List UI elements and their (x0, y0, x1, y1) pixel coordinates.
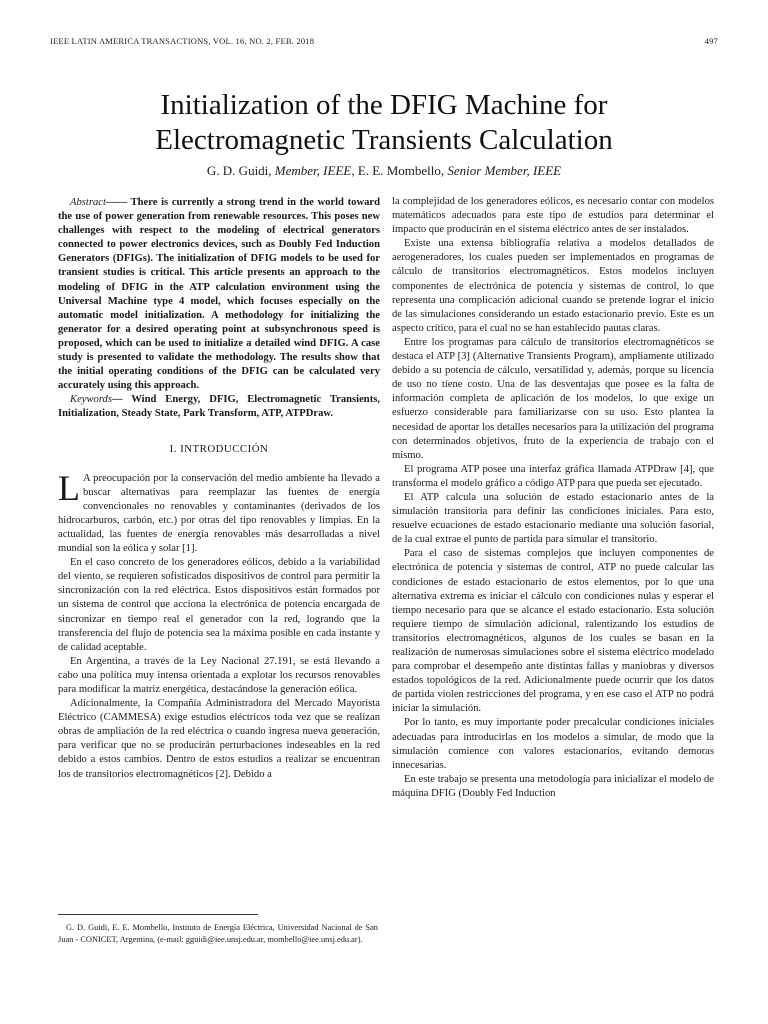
author-separator: , E. E. Mombello, (351, 163, 448, 178)
right-paragraph-7: Por lo tanto, es muy importante poder precalcular condiciones iniciales adecuadas para introducirlas en los modelos a simular, de modo que la simulación comience con valores estacionarios, evitando demoras innecesarias. (392, 717, 714, 771)
abstract-text: There is currently a strong trend in the world toward the use of power generation from renewable resources. This poses new challenges with respect to the modeling of electrical generators connected to power electronics devices, such as Doubly Fed Induction Generators (DFIGs). The initialization of DFIG models to be used for transient studies is critical. This article presents an approach to the modeling of DFIG in the ATP calculation environment using the Universal Machine type 4 model, which focuses especially on the automatic model initialization. A methodology for initializing the generator for a desired operating point at subsynchronous speed is proposed, which can be used to initialize a detailed wind DFIG. A case study is presented to validate the methodology. The results show that the initial operating conditions of the DFIG can be calculated very accurately using this approach. (58, 197, 380, 392)
author-1-name: G. D. Guidi, (206, 163, 275, 178)
running-header (50, 36, 718, 50)
intro-paragraph-3: En Argentina, a través de la Ley Nacional 27.191, se está llevando a cabo una política muy intensa orientada a explotar los recursos renovables para modificar la matriz energética, destacándose la generación eólica. (58, 655, 380, 695)
keywords-text: Wind Energy, DFIG, Electromagnetic Transients, Initialization, Steady State, Park Transform, ATP, ATPDraw. (58, 394, 380, 420)
title-line-2: Electromagnetic Transients Calculation (155, 124, 613, 156)
author-1-role: Member, IEEE (274, 163, 352, 178)
abstract-dash: —— (105, 197, 128, 208)
journal-info: IEEE LATIN AMERICA TRANSACTIONS, VOL. 16, NO. 2, FEB. 2018 (50, 36, 315, 46)
keywords (58, 393, 380, 421)
right-paragraph-6: Para el caso de sistemas complejos que incluyen componentes de electrónica de potencia y sistemas de control, ATP no puede calcular las condiciones de estado estacionario de estos elementos, por lo que una alternativa extrema es iniciar el cálculo con condiciones nulas y esperar el tiempo necesario para que se alcance el estado estacionario. Esta solución requiere tiempo de simulación adicional, ralentizando los estudios de transitorios electromagnéticos, algunos de los cuales se basan en la realización de numerosas simulaciones sobre el sistema eléctrico modelado para comprobar el desempeño ante distintas fallas y maniobras y diversos estados topológicos de la red. Adicionalmente puede ocurrir que los datos de partida violen restricciones del programa, y en ese caso el ATP no podrá iniciar la simulación. (392, 548, 714, 715)
right-column (392, 195, 714, 801)
right-paragraph-2: Existe una extensa bibliografía relativa a modelos detallados de aerogeneradores, los cuales pueden ser implementados en programas de cálculo de transitorios electromagnéticos. Estos modelos incluyen componentes de electrónica de potencia y sistemas de control, lo que representa una complicación adicional cuando se pretende lograr el inicio de las simulaciones considerando un estado estacionario previo. Este es un aspecto crítico, para el cual no se han establecido pautas claras. (392, 238, 714, 334)
author-footnote: G. D. Guidi, E. E. Mombello, Instituto de Energía Eléctrica, Universidad Nacional de San Juan - CONICET, Argentina, (e-mail: gguidi@iee.unsj.edu.ar, mombello@iee.unsj.edu.ar). (58, 923, 378, 944)
intro-paragraph-2: En el caso concreto de los generadores eólicos, debido a la variabilidad del viento, se requieren sofisticados dispositivos de control para permitir la sincronización con la red eléctrica. Estos dispositivos están formados por un sistema de control que acciona la electrónica de potencia encargada de sincronizar en tiempo real el generador con la red, logrando que la transferencia del flujo de potencia sea la máxima posible en cada instante y de calidad aceptable. (58, 557, 380, 653)
right-paragraph-3: Entre los programas para cálculo de transitorios electromagnéticos se destaca el ATP [3] (Alternative Transients Program), ampliamente utilizado debido a su potencia de cálculo, versatilidad y, además, porque su licencia de uso no tiene costo. Una de las desventajas que posee es la falta de información completa de aplicación de los modelos, lo que exige un esfuerzo considerable para familiarizarse con su uso. Esto plantea la necesidad de aportar los detalles necesarios para la utilización del programa con determinados objetivos, fruto de la experiencia de trabajo con el mismo. (392, 336, 714, 461)
page-number: 497 (704, 36, 718, 46)
footnote-rule (58, 914, 258, 915)
author-2-role: Senior Member, IEEE (447, 163, 562, 178)
abstract (58, 196, 380, 393)
right-paragraph-4: El programa ATP posee una interfaz gráfica llamada ATPDraw [4], que transforma el modelo gráfico a código ATP para que pueda ser ejecutado. (392, 463, 714, 489)
drop-cap: L (58, 467, 80, 508)
keywords-label: Keywords (70, 394, 112, 406)
left-column (58, 196, 380, 782)
paper-title (40, 88, 728, 158)
right-paragraph-8: En este trabajo se presenta una metodología para inicializar el modelo de máquina DFIG (Doubly Fed Induction (392, 773, 714, 799)
intro-paragraph-4: Adicionalmente, la Compañía Administradora del Mercado Mayorista Eléctrico (CAMMESA) exige estudios eléctricos toda vez que se realizan obras de ampliación de la red eléctrica o cuando ingresa nueva generación, para verificar que no se producirán perturbaciones indeseables en la red debido a estos cambios. Dentro de estos estudios a realizar se encuentran los de transitorios electromagnéticos [2]. Debido a (58, 698, 380, 780)
intro-paragraph-1 (58, 467, 380, 557)
right-paragraph-1: la complejidad de los generadores eólicos, es necesario contar con modelos matemáticos adecuados para este tipo de estudios para determinar el impacto que producirán en el sistema eléctrico antes de ser instalados. (392, 196, 714, 236)
keywords-dash: — (111, 394, 123, 406)
intro-paragraph-1-text: A preocupación por la conservación del medio ambiente ha llevado a buscar alternativas para reemplazar las fuentes de energía convencionales no renovables y contaminantes (derivados de los hidrocarburos, carbón, etc.) por otras del tipo renovables y limpias. En la actualidad, las fuentes de energía renovables más desarrolladas a nivel mundial son la eólica y solar [1]. (58, 472, 380, 555)
author-line (40, 163, 728, 179)
title-line-1: Initialization of the DFIG Machine for (160, 89, 608, 121)
section-heading-introduction: I. INTRODUCCIÓN (169, 442, 269, 455)
abstract-label: Abstract (70, 197, 106, 208)
right-paragraph-5: El ATP calcula una solución de estado estacionario antes de la simulación transitoria para definir las condiciones iniciales. Para esto, resuelve ecuaciones de estado estacionario mediante una solución fasorial, de la cual extrae el punto de partida para simular el transitorio. (392, 491, 714, 546)
